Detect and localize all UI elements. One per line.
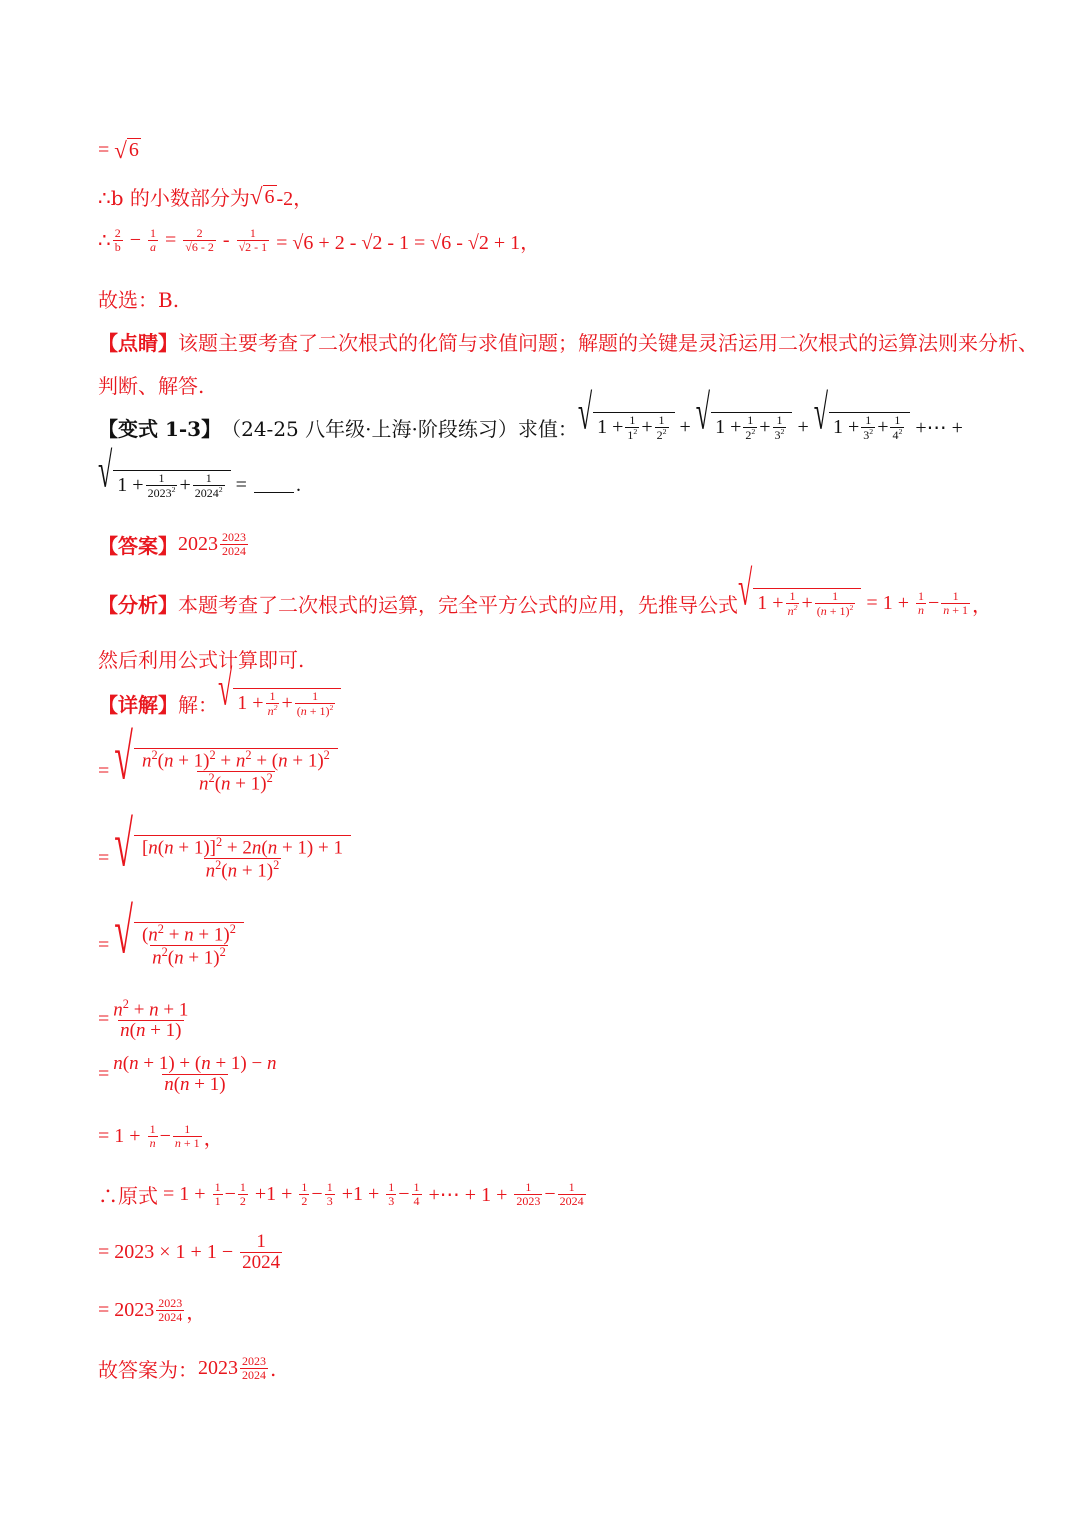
sqrt-term-1: √ 1 + $\frac{1}{1^2}$ + $\frac{1}{2^2}$ — [578, 412, 675, 442]
sqrt-term-2: √ 1 + $\frac{1}{2^2}$ + $\frac{1}{3^2}$ — [696, 412, 793, 442]
bianshi-tag: 【变式 1-3】 — [98, 416, 222, 441]
result-line: = 2023 $\frac{2023}{2024}$ ， — [98, 1296, 207, 1324]
frac-1-over-sqrt2-minus-1: $\frac{1}{√2 - 1}$ — [238, 226, 268, 254]
fenxi-text-2: 然后利用公式计算即可. — [98, 648, 305, 672]
line-answer-choice — [98, 284, 179, 313]
line-fraction-calc: ∴ $\frac{2}{b}$ − $\frac{1}{a}$ = $\frac{2}{√6 - 2}$ - $\frac{1}{√2 - 1}$ = √6 + 2 - √2 - 1 = √6 - √2 + 1， — [98, 226, 541, 254]
step-3: = √ $\frac{(n^2 + n + 1)^2}{n^2(n + 1)^2}$ — [98, 922, 244, 969]
step-3-sqrt: √ $\frac{(n^2 + n + 1)^2}{n^2(n + 1)^2}$ — [114, 922, 244, 969]
xiangjie-text: 解： — [178, 692, 218, 717]
step-1: = √ $\frac{n^2(n + 1)^2 + n^2 + (n + 1)^2}{n^2(n + 1)^2}$ — [98, 748, 338, 795]
answer-choice: 故选：B. — [98, 288, 180, 312]
frac-1-over-n: $\frac{1}{n}$ — [149, 1122, 156, 1150]
frac-1-over-n: $\frac{1}{n}$ — [917, 588, 924, 617]
bianshi-source: （24-25 八年级·上海·阶段练习）求值： — [221, 416, 578, 441]
fraction-calc-result: = √6 + 2 - √2 - 1 = √6 - √2 + 1， — [276, 232, 541, 254]
b-decimal-suffix: -2， — [276, 188, 314, 210]
answer-blank — [254, 478, 294, 493]
fenxi-formula-sqrt: √ 1 + $\frac{1}{n^2}$ + $\frac{1}{(n + 1)^2}$ — [738, 588, 861, 618]
dianjing-line-1 — [98, 327, 1038, 356]
b-decimal-prefix: ∴b 的小数部分为 — [98, 186, 250, 210]
dianjing-tag: 【点睛】 — [98, 331, 178, 355]
final-frac: $\frac{2023}{2024}$ — [242, 1354, 266, 1382]
frac-1-over-n-plus-1: $\frac{1}{n + 1}$ — [174, 1122, 200, 1150]
yuanshi-line: ∴原式 = 1 + $\frac{1}{1}$ − $\frac{1}{2}$ +1 + $\frac{1}{2}$ − $\frac{1}{3}$ +1 + $\frac{1}{3}$ − $\frac{1}{4}$ +⋯ + 1 + $\frac{1}{2023}$ − $\frac{1}{2024}$ — [98, 1180, 584, 1208]
sqrt-term-3: √ 1 + $\frac{1}{3^2}$ + $\frac{1}{4^2}$ — [814, 412, 911, 442]
step-2-sqrt: √ $\frac{[n(n + 1)]^2 + 2n(n + 1) + 1}{n^2(n + 1)^2}$ — [114, 835, 351, 882]
result-frac: $\frac{2023}{2024}$ — [158, 1296, 183, 1324]
xiangjie-tag: 【详解】 — [98, 692, 178, 717]
daan-tag: 【答案】 — [98, 534, 178, 558]
step-6: = 1 + $\frac{1}{n}$ − $\frac{1}{n + 1}$ ， — [98, 1122, 224, 1150]
frac-1-over-n-plus-1: $\frac{1}{n + 1}$ — [943, 588, 969, 617]
step-4: = $\frac{n^2 + n + 1}{n(n + 1)}$ — [98, 997, 189, 1042]
daan-frac: $\frac{2023}{2024}$ — [222, 530, 246, 558]
daan-value: 2023 — [178, 533, 218, 555]
fenxi-line-2 — [98, 644, 304, 673]
line-eq-sqrt6: = √ 6 — [98, 137, 139, 163]
dianjing-line-2 — [98, 370, 204, 399]
line-b-decimal — [98, 182, 313, 211]
step-5: = $\frac{n(n + 1) + (n + 1) - n}{n(n + 1)}$ — [98, 1053, 277, 1095]
xiangjie-line — [98, 661, 341, 718]
sqrt-6: √ 6 — [249, 184, 275, 209]
bianshi-line-2: √ 1 + $\frac{1}{2023^2}$ + $\frac{1}{2024^2}$ = . — [98, 443, 301, 500]
daan-line — [98, 530, 250, 559]
sum-line: = 2023 × 1 + 1 − $\frac{1}{2024}$ — [98, 1231, 281, 1273]
step-5-frac: $\frac{n(n + 1) + (n + 1) - n}{n(n + 1)}$ — [113, 1053, 277, 1095]
step-4-frac: $\frac{n^2 + n + 1}{n(n + 1)}$ — [113, 997, 189, 1042]
frac-2-over-b: $\frac{2}{b}$ — [114, 226, 121, 254]
frac-1-over-2024: $\frac{1}{2024}$ — [242, 1231, 281, 1273]
fenxi-text-1: 本题考查了二次根式的运算，完全平方公式的应用，先推导公式 — [178, 592, 738, 617]
step-1-sqrt: √ $\frac{n^2(n + 1)^2 + n^2 + (n + 1)^2}{n^2(n + 1)^2}$ — [114, 748, 338, 795]
yuanshi-label: ∴原式 — [98, 1184, 158, 1208]
final-value: 2023 — [198, 1357, 238, 1379]
step-2: = √ $\frac{[n(n + 1)]^2 + 2n(n + 1) + 1}{n^2(n + 1)^2}$ — [98, 835, 351, 882]
final-answer-line: 故答案为： 2023 $\frac{2023}{2024}$ . — [98, 1354, 277, 1382]
dianjing-text-1: 该题主要考查了二次根式的化简与求值问题；解题的关键是灵活运用二次根式的运算法则来分析、 — [178, 331, 1038, 355]
sqrt-6: √ 6 — [114, 137, 139, 163]
dianjing-text-2: 判断、解答. — [98, 374, 205, 398]
bianshi-line-1: 【变式 1-3】 （24-25 八年级·上海·阶段练习）求值： √ 1 + $\frac{1}{1^2}$ + $\frac{1}{2^2}$ + √ 1 + $\frac{1}{2^2}$ + $\frac{1}{3^2}$ + √ 1 + $\frac{1}{3^2}$ + $\frac{1}{4^2}$ +⋯ + — [98, 385, 963, 442]
xiangjie-sqrt: √ 1 + $\frac{1}{n^2}$ + $\frac{1}{(n + 1)^2}$ — [218, 688, 341, 718]
fenxi-tag: 【分析】 — [98, 592, 178, 617]
sqrt-term-last: √ 1 + $\frac{1}{2023^2}$ + $\frac{1}{2024^2}$ — [98, 470, 231, 500]
final-label: 故答案为： — [98, 1358, 198, 1382]
fenxi-line-1: 【分析】 本题考查了二次根式的运算，完全平方公式的应用，先推导公式 √ 1 + $\frac{1}{n^2}$ + $\frac{1}{(n + 1)^2}$ = 1 + $\frac{1}{n}$ − $\frac{1}{n + 1}$ ， — [98, 561, 993, 618]
frac-2-over-sqrt6-minus-2: $\frac{2}{√6 - 2}$ — [185, 226, 214, 254]
frac-1-over-a: $\frac{1}{a}$ — [150, 226, 157, 254]
